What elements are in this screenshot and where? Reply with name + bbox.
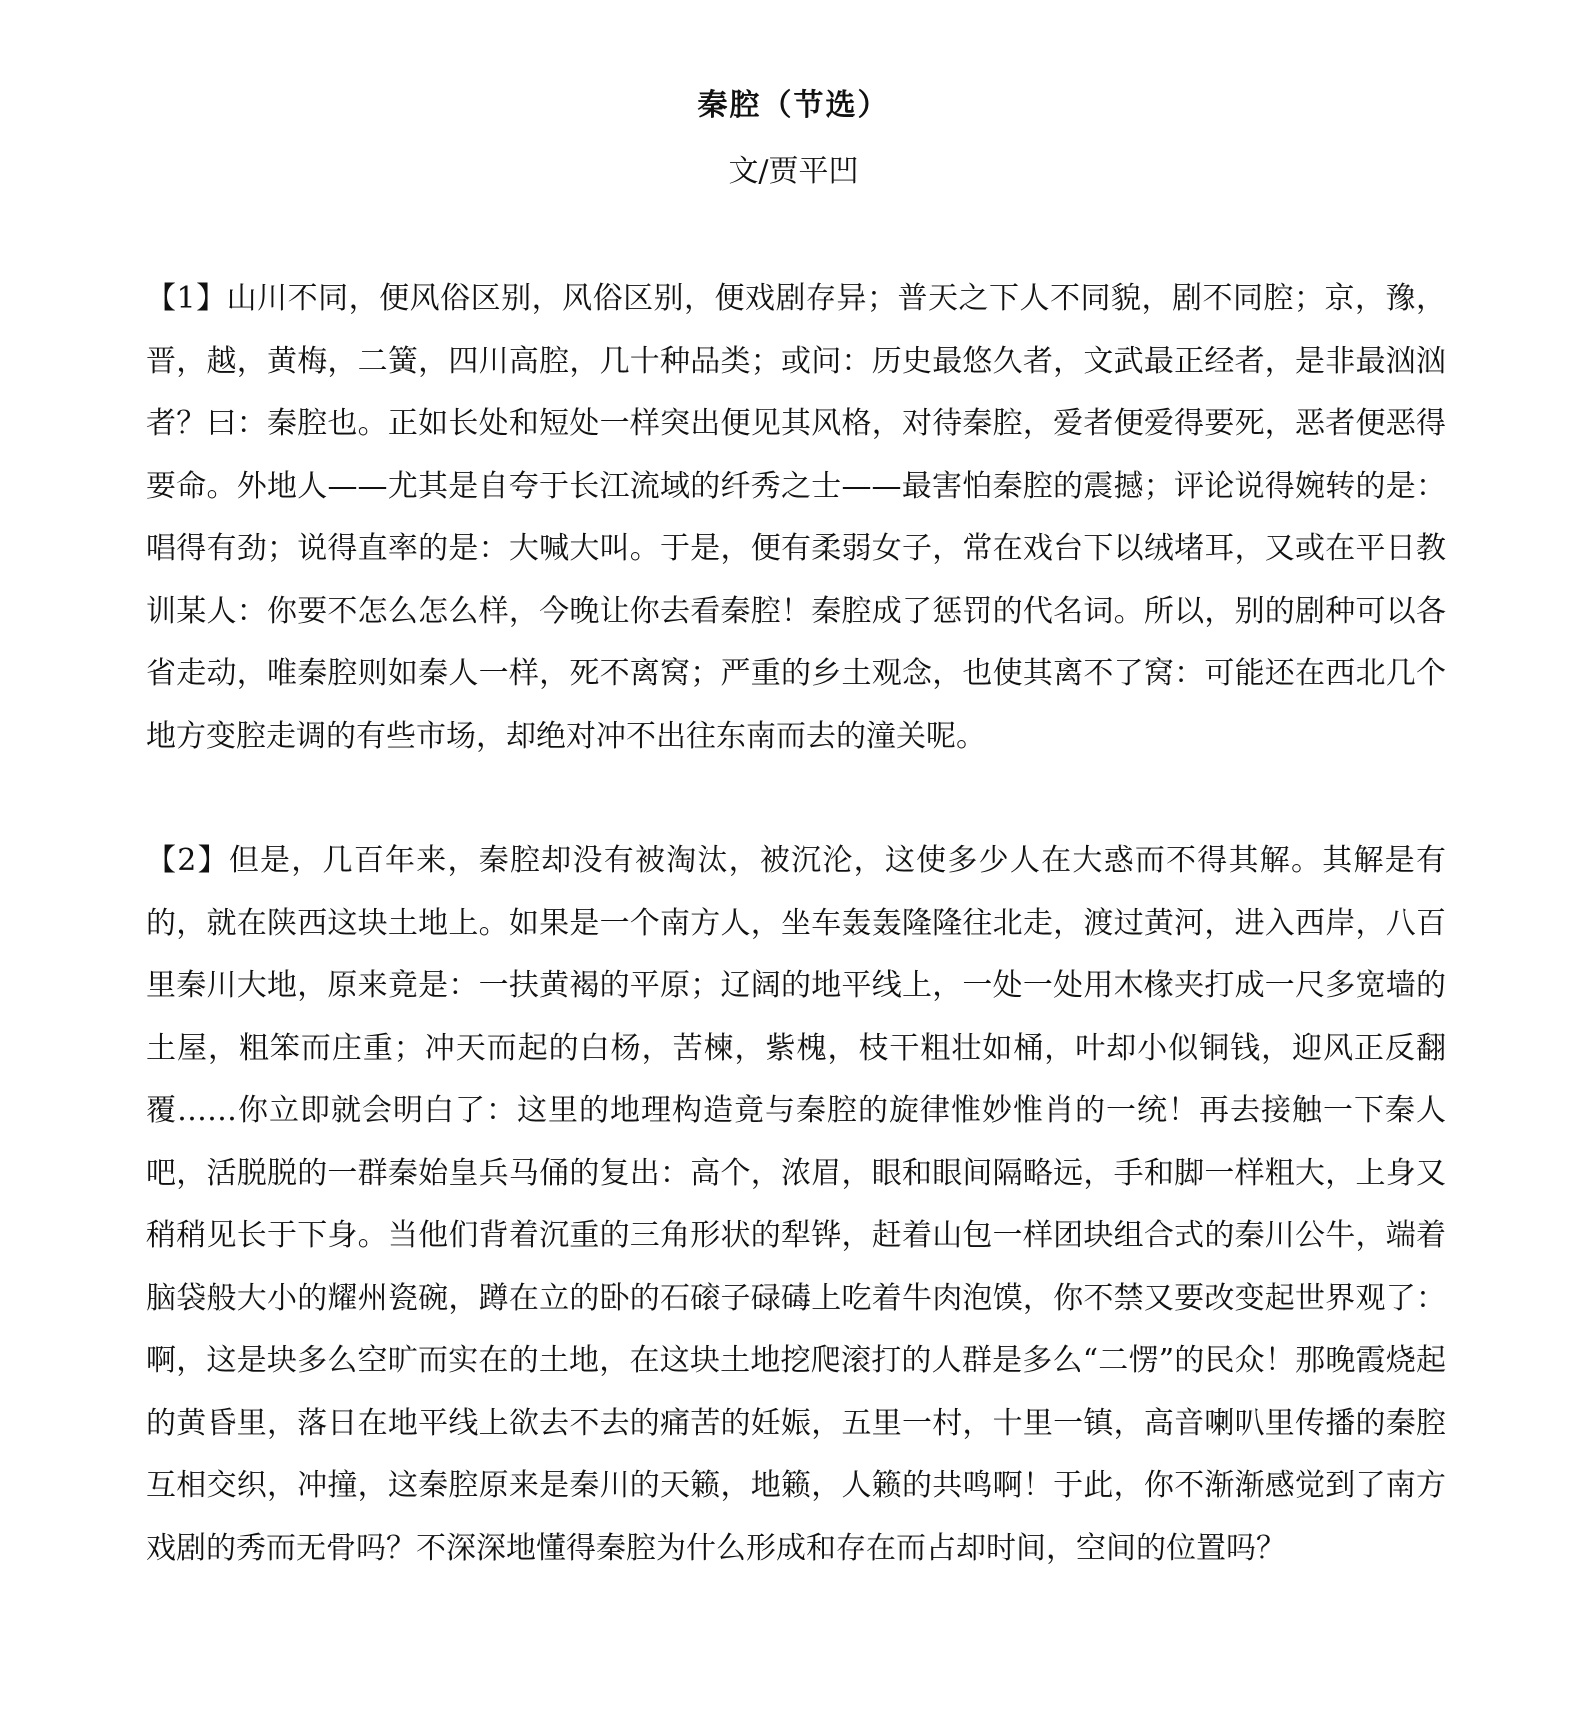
author-line: 文/贾平凹 — [728, 154, 859, 189]
paragraph-marker: 【1】 — [146, 281, 227, 316]
paragraph-text: 但是，几百年来，秦腔却没有被淘汰，被沉沦，这使多少人在大惑而不得其解。其解是有的，就在陕西这块土地上。如果是一个南方人，坐车轰轰隆隆往北走，渡过黄河，进入西岸，八百里秦川大地，原来竟是：一扶黄褐的平原；辽阔的地平线上，一处一处用木椽夹打成一尺多宽墙的土屋，粗笨而庄重；冲天而起的白杨，苦楝，紫槐，枝干粗壮如桶，叶却小似铜钱，迎风正反翻覆……你立即就会明白了：这里的地理构造竟与秦腔的旋律惟妙惟肖的一统！再去接触一下秦人吧，活脱脱的一群秦始皇兵马俑的复出：高个，浓眉，眼和眼间隔略远，手和脚一样粗大，上身又稍稍见长于下身。当他们背着沉重的三角形状的犁铧，赶着山包一样团块组合式的秦川公牛，端着脑袋般大小的耀州瓷碗，蹲在立的卧的石磙子碌碡上吃着牛肉泡馍，你不禁又要改变起世界观了：啊，这是块多么空旷而实在的土地，在这块土地挖爬滚打的人群是多么“二愣”的民众！那晚霞烧起的黄昏里，落日在地平线上欲去不去的痛苦的妊娠，五里一村，十里一镇，高音喇叭里传播的秦腔互相交织，冲撞，这秦腔原来是秦川的天籁，地籁，人籁的共鸣啊！于此，你不渐渐感觉到了南方戏剧的秀而无骨吗？不深深地懂得秦腔为什么形成和存在而占却时间，空间的位置吗？ — [146, 843, 1446, 1566]
paragraph — [146, 830, 1446, 1705]
document-title: 秦腔（节选） — [697, 88, 890, 123]
paragraph-marker: 【2】 — [146, 843, 229, 878]
paragraph-text: 山川不同，便风俗区别，风俗区别，便戏剧存异；普天之下人不同貌，剧不同腔；京，豫，晋，越，黄梅，二簧，四川高腔，几十种品类；或问：历史最悠久者，文武最正经者，是非最汹汹者？曰：秦腔也。正如长处和短处一样突出便见其风格，对待秦腔，爱者便爱得要死，恶者便恶得要命。外地人——尤其是自夸于长江流域的纤秀之士——最害怕秦腔的震撼；评论说得婉转的是：唱得有劲；说得直率的是：大喊大叫。于是，便有柔弱女子，常在戏台下以绒堵耳，又或在平日教训某人：你要不怎么怎么样，今晚让你去看秦腔！秦腔成了惩罚的代名词。所以，别的剧种可以各省走动，唯秦腔则如秦人一样，死不离窝；严重的乡土观念，也使其离不了窝：可能还在西北几个地方变腔走调的有些市场，却绝对冲不出往东南而去的潼关呢。 — [146, 281, 1446, 754]
paragraph — [146, 268, 1446, 768]
